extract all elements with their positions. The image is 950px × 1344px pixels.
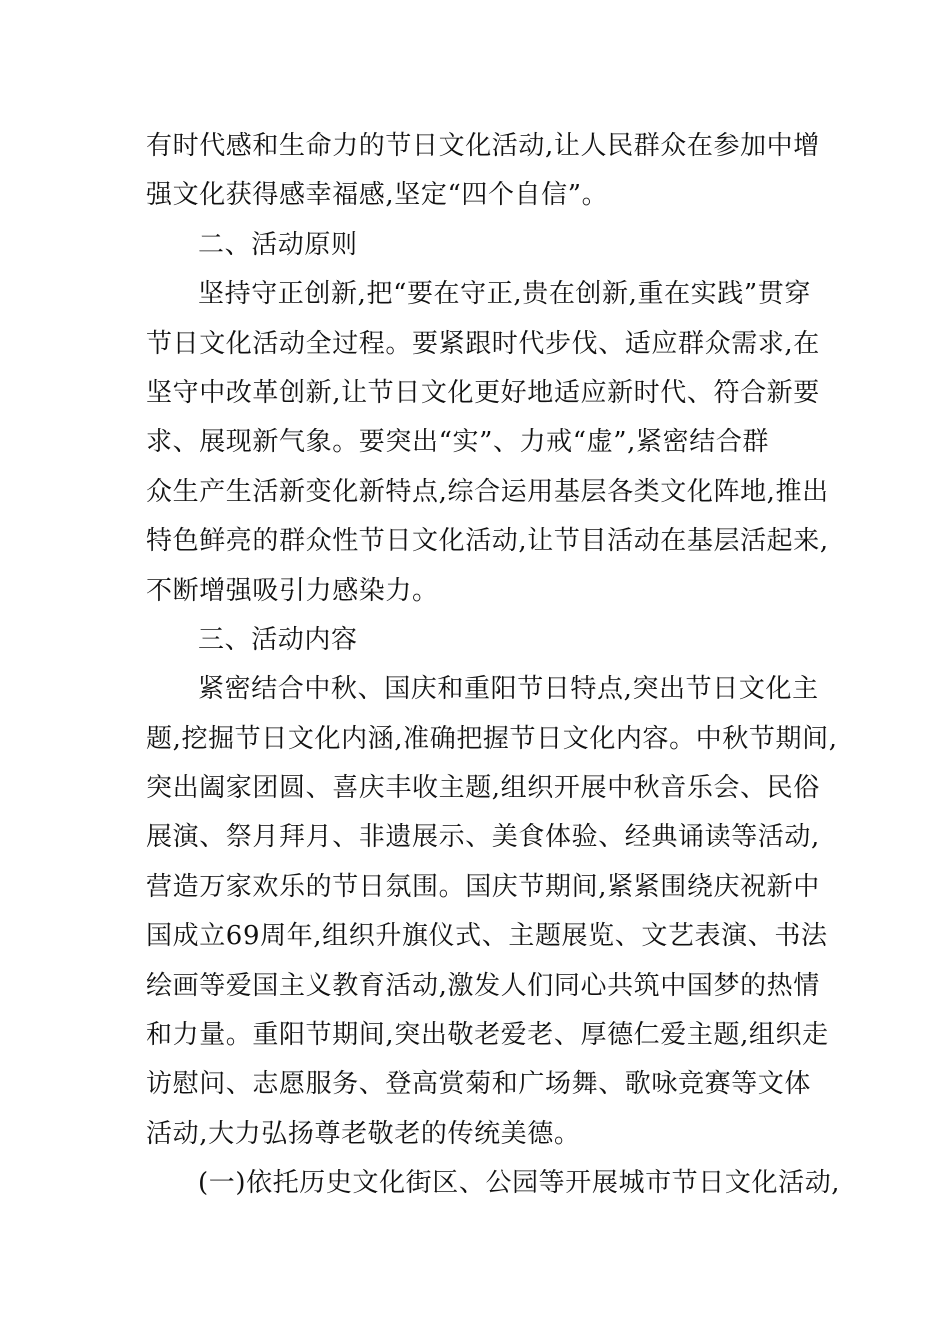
body-text-line: 展演、祭月拜月、非遗展示、美食体验、经典诵读等活动,: [146, 822, 820, 853]
section-heading: 二、活动原则: [198, 229, 358, 260]
body-text-line: 紧密结合中秋、国庆和重阳节日特点,突出节日文化主: [198, 674, 819, 705]
body-text-line: 坚持守正创新,把“要在守正,贵在创新,重在实践”贯穿: [198, 279, 811, 310]
document-body: [146, 122, 841, 1209]
body-text-line: 求、展现新气象。要突出“实”、力戒“虚”,紧密结合群: [146, 427, 770, 458]
body-text-line: 众生产生活新变化新特点,综合运用基层各类文化阵地,推出: [146, 476, 829, 507]
body-text-line: 节日文化活动全过程。要紧跟时代步伐、适应群众需求,在: [146, 328, 820, 359]
body-text-line: 强文化获得感幸福感,坚定“四个自信”。: [146, 180, 609, 211]
body-text-line: 访慰问、志愿服务、登高赏菊和广场舞、歌咏竞赛等文体: [146, 1069, 812, 1100]
body-text-line: 绘画等爱国主义教育活动,激发人们同心共筑中国梦的热情: [146, 970, 820, 1001]
body-text-line: 题,挖掘节日文化内涵,准确把握节日文化内容。中秋节期间,: [146, 723, 838, 754]
body-text-line: 活动,大力弘扬尊老敬老的传统美德。: [146, 1118, 581, 1149]
subsection-heading: (一)依托历史文化街区、公园等开展城市节日文化活动,: [198, 1168, 841, 1199]
body-text-line: 营造万家欢乐的节日氛围。国庆节期间,紧紧围绕庆祝新中: [146, 871, 820, 902]
body-text-line: 不断增强吸引力感染力。: [146, 575, 439, 606]
body-text-line: 有时代感和生命力的节日文化活动,让人民群众在参加中增: [146, 131, 820, 161]
body-text-line: 坚守中改革创新,让节日文化更好地适应新时代、符合新要: [146, 377, 820, 408]
body-text-line: 特色鲜亮的群众性节日文化活动,让节目活动在基层活起来,: [146, 526, 829, 557]
body-text-line: 突出阖家团圆、喜庆丰收主题,组织开展中秋音乐会、民俗: [146, 773, 820, 804]
body-text-line: 和力量。重阳节期间,突出敬老爱老、厚德仁爱主题,组织走: [146, 1020, 829, 1051]
body-text-line: 国成立69周年,组织升旗仪式、主题展览、文艺表演、书法: [146, 921, 828, 952]
section-heading: 三、活动内容: [198, 624, 358, 655]
